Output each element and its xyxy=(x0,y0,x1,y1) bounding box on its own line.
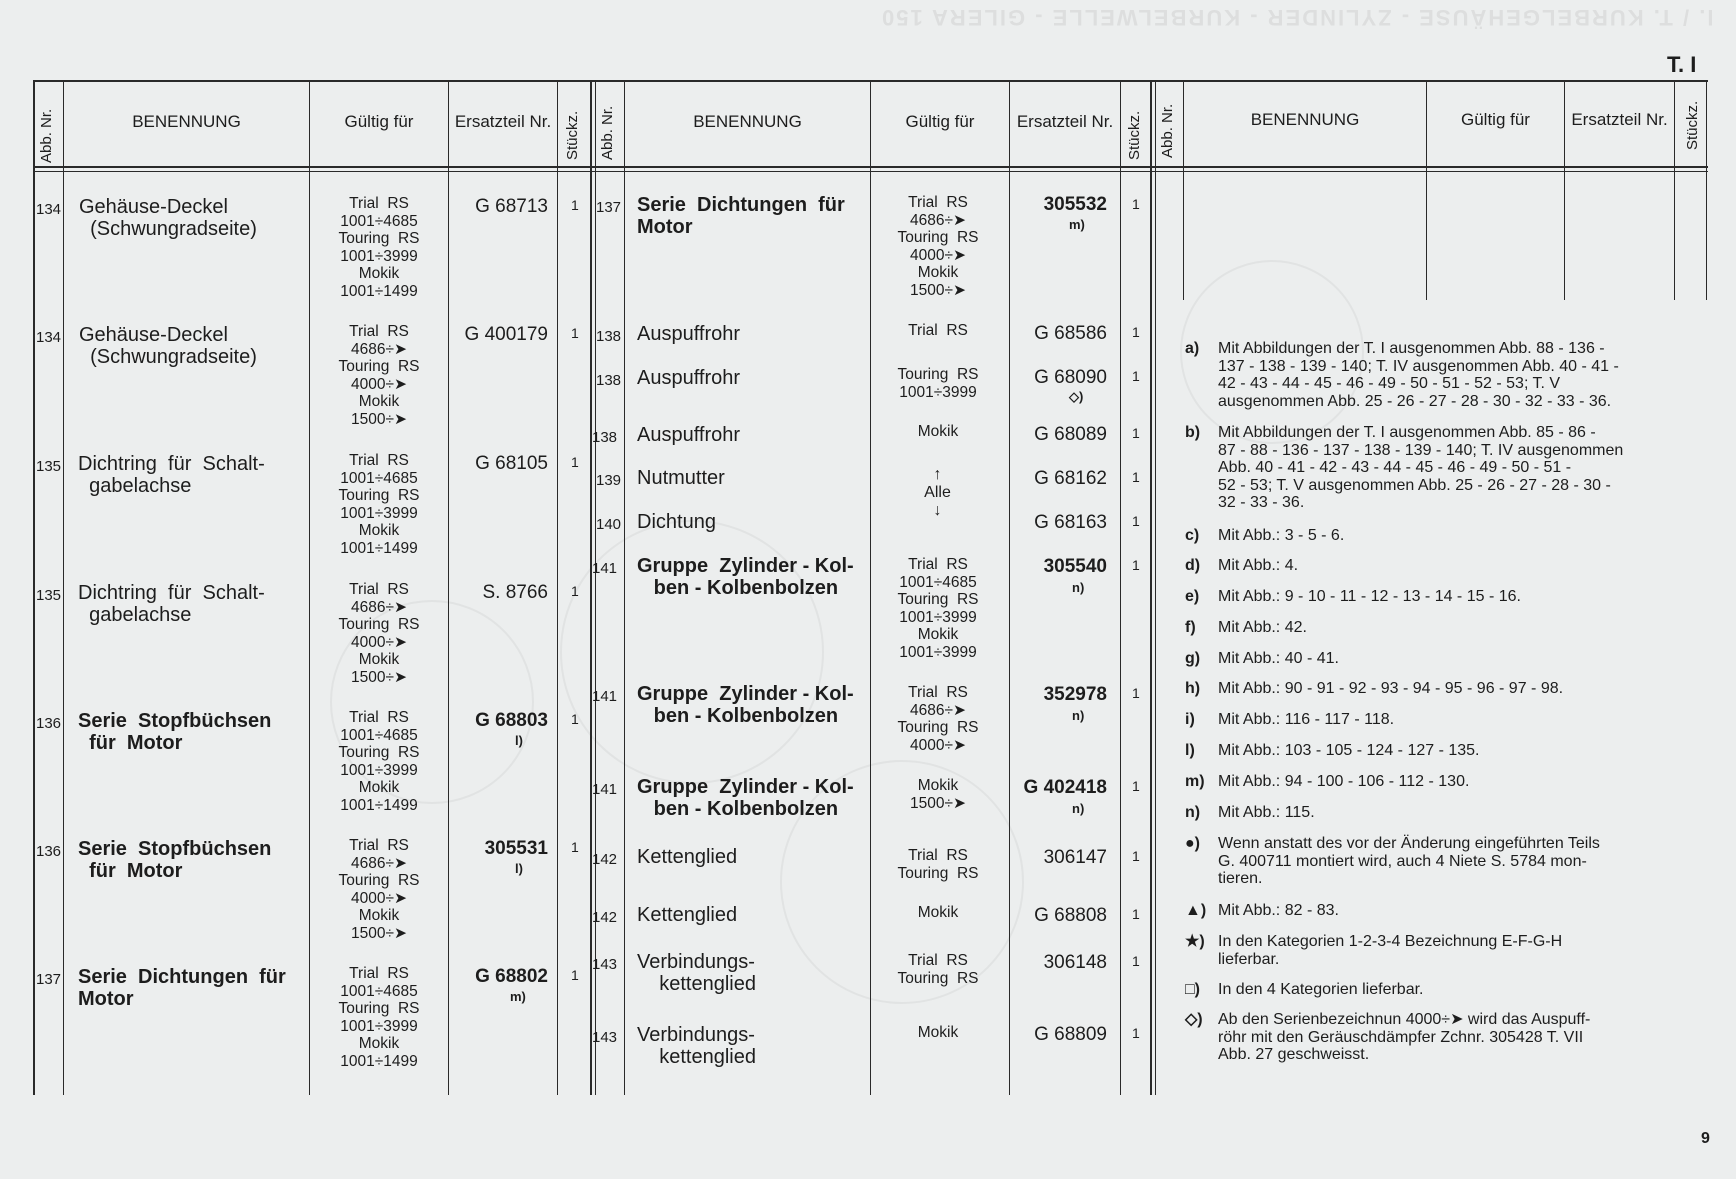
footnote: ★) In den Kategorien 1-2-3-4 Bezeichnung E-F-G-H lieferbar. xyxy=(1185,933,1563,968)
footnote: d) Mit Abb.: 4. xyxy=(1185,557,1299,574)
part-footnote: n) xyxy=(1072,801,1085,816)
divider xyxy=(590,80,592,1095)
abb-number: 134 xyxy=(36,201,62,218)
part-footnote: n) xyxy=(1072,580,1085,595)
footnote: h) Mit Abb.: 90 - 91 - 92 - 93 - 94 - 95 - 96 - 97 - 98. xyxy=(1185,680,1564,697)
part-name: Kettenglied xyxy=(637,846,738,868)
part-number: G 68586 xyxy=(1034,323,1107,344)
abb-number: 134 xyxy=(36,329,62,346)
header-gueltig: Gültig für xyxy=(905,112,975,131)
part-name: Auspuffrohr xyxy=(637,424,741,446)
part-name: Verbindungs- kettenglied xyxy=(637,951,756,995)
quantity: 1 xyxy=(1132,324,1140,340)
footnote: c) Mit Abb.: 3 - 5 - 6. xyxy=(1185,527,1345,544)
part-name: Dichtring für Schalt- gabelachse xyxy=(78,582,265,626)
header-ersatzteil: Ersatzteil Nr. xyxy=(1571,110,1668,129)
valid-for: Trial RS 4686÷➤ Touring RS 4000÷➤ Mokik 1500÷➤ xyxy=(338,581,420,686)
abb-number: 137 xyxy=(596,199,622,216)
header-benennung: BENENNUNG xyxy=(1250,110,1360,129)
quantity: 1 xyxy=(1132,1025,1140,1041)
quantity: 1 xyxy=(571,583,579,599)
divider xyxy=(33,80,35,1095)
valid-for: Trial RS Touring RS xyxy=(897,847,979,882)
part-number: G 68802 xyxy=(475,966,548,987)
part-number: 306147 xyxy=(1043,847,1107,868)
page-number: 9 xyxy=(1701,1130,1710,1147)
valid-for: Mokik xyxy=(917,1024,959,1041)
abb-number: 136 xyxy=(36,715,62,732)
part-number: 305531 xyxy=(484,838,548,859)
abb-number: 141 xyxy=(592,688,618,705)
header-stueckz: Stückz. xyxy=(564,110,581,160)
abb-number: 141 xyxy=(592,781,618,798)
header-benennung: BENENNUNG xyxy=(693,112,802,131)
valid-for: Trial RS 4686÷➤ Touring RS 4000÷➤ Mokik 1500÷➤ xyxy=(897,194,979,299)
part-number: G 68105 xyxy=(475,453,548,474)
abb-number: 136 xyxy=(36,843,62,860)
quantity: 1 xyxy=(1132,557,1140,573)
part-number: G 68163 xyxy=(1034,512,1107,533)
footnote: ▲) Mit Abb.: 82 - 83. xyxy=(1185,902,1339,919)
alle-label: Alle xyxy=(924,484,951,501)
quantity: 1 xyxy=(1132,513,1140,529)
header-ersatzteil: Ersatzteil Nr. xyxy=(1016,112,1114,131)
part-footnote: l) xyxy=(515,861,523,876)
quantity: 1 xyxy=(1132,848,1140,864)
valid-for: Trial RS 4686÷➤ Touring RS 4000÷➤ Mokik 1500÷➤ xyxy=(338,323,420,428)
abb-number: 143 xyxy=(592,1029,618,1046)
footnote: ◇) Ab den Serienbezeichnun 4000÷➤ wird das Auspuff- röhr mit den Geräuschdämpfer Zchnr. 305428 T. VII Abb. 27 geschweisst. xyxy=(1185,1011,1591,1063)
header-abb-nr: Abb. Nr. xyxy=(1159,103,1176,158)
header-ersatzteil: Ersatzteil Nr. xyxy=(454,112,552,131)
divider xyxy=(557,80,558,1095)
arrow-up-icon: ↑ xyxy=(933,466,942,483)
footnote: a) Mit Abbildungen der T. I ausgenommen Abb. 88 - 136 - 137 - 138 - 139 - 140; T. IV ausgenommen Abb. 40 - 41 - 42 - 43 - 44 - 45 - 46 - 49 - 50 - 51 - 52 - 53; T. V ausgenommen Abb. 25 - 26 - 27 - 28 - 30 - 32 - 33 - 36. xyxy=(1185,340,1619,410)
quantity: 1 xyxy=(1132,953,1140,969)
part-number: G 68162 xyxy=(1034,468,1107,489)
abb-number: 140 xyxy=(596,516,622,533)
part-number: G 68089 xyxy=(1034,424,1107,445)
divider xyxy=(63,80,64,1095)
valid-for: Trial RS 4686÷➤ Touring RS 4000÷➤ xyxy=(897,684,979,754)
abb-number: 142 xyxy=(592,909,618,926)
divider xyxy=(624,80,625,1095)
background-title: I. / T. KURBELGEHÄUSE - ZYLINDER - KURBELWELLE - GILERA 150 xyxy=(880,5,1714,30)
valid-for: Touring RS 1001÷3999 xyxy=(897,366,979,401)
valid-for: Trial RS 4686÷➤ Touring RS 4000÷➤ Mokik 1500÷➤ xyxy=(338,837,420,942)
quantity: 1 xyxy=(571,325,579,341)
quantity: 1 xyxy=(1132,685,1140,701)
abb-number: 142 xyxy=(592,851,618,868)
part-footnote: m) xyxy=(1069,217,1085,232)
part-number: G 402418 xyxy=(1023,777,1107,798)
part-name: Nutmutter xyxy=(637,467,725,489)
part-footnote: l) xyxy=(515,733,523,748)
header-abb-nr: Abb. Nr. xyxy=(38,108,55,163)
alle-indicator xyxy=(900,466,975,520)
divider xyxy=(1150,80,1152,1095)
part-name: Gruppe Zylinder - Kol- ben - Kolbenbolzen xyxy=(637,776,854,820)
footnote: g) Mit Abb.: 40 - 41. xyxy=(1185,650,1339,667)
quantity: 1 xyxy=(571,197,579,213)
part-name: Gehäuse-Deckel (Schwungradseite) xyxy=(79,196,257,240)
footnote: ●) Wenn anstatt des vor der Änderung eingeführten Teils G. 400711 montiert wird, auch 4 Niete S. 5784 mon- tieren. xyxy=(1185,835,1600,887)
part-footnote: n) xyxy=(1072,708,1085,723)
part-number: 305540 xyxy=(1043,556,1107,577)
quantity: 1 xyxy=(571,711,579,727)
valid-for: Trial RS Touring RS xyxy=(897,952,979,987)
quantity: 1 xyxy=(1132,469,1140,485)
abb-number: 135 xyxy=(36,458,62,475)
part-name: Serie Dichtungen für Motor xyxy=(637,194,845,238)
part-name: Serie Stopfbüchsen für Motor xyxy=(78,710,272,754)
footnote: □) In den 4 Kategorien lieferbar. xyxy=(1185,981,1424,998)
valid-for: Trial RS 1001÷4685 Touring RS 1001÷3999 Mokik 1001÷1499 xyxy=(338,709,420,814)
part-name: Gruppe Zylinder - Kol- ben - Kolbenbolzen xyxy=(637,683,854,727)
part-number: G 68090 xyxy=(1034,367,1107,388)
part-number: 352978 xyxy=(1043,684,1107,705)
quantity: 1 xyxy=(571,839,579,855)
part-number: S. 8766 xyxy=(482,582,548,603)
part-name: Gruppe Zylinder - Kol- ben - Kolbenbolzen xyxy=(637,555,854,599)
divider xyxy=(1155,80,1156,1095)
valid-for: Trial RS 1001÷4685 Touring RS 1001÷3999 Mokik 1001÷1499 xyxy=(338,452,420,557)
part-name: Dichtring für Schalt- gabelachse xyxy=(78,453,265,497)
valid-for: Trial RS 1001÷4685 Touring RS 1001÷3999 Mokik 1001÷3999 xyxy=(897,556,979,661)
page-id: T. I xyxy=(1667,52,1697,77)
quantity: 1 xyxy=(571,454,579,470)
footnote: l) Mit Abb.: 103 - 105 - 124 - 127 - 135. xyxy=(1185,742,1480,759)
quantity: 1 xyxy=(571,967,579,983)
footnote: e) Mit Abb.: 9 - 10 - 11 - 12 - 13 - 14 - 15 - 16. xyxy=(1185,588,1521,605)
divider xyxy=(1674,80,1675,300)
header-benennung: BENENNUNG xyxy=(132,112,241,131)
footnote: m) Mit Abb.: 94 - 100 - 106 - 112 - 130. xyxy=(1185,773,1470,790)
abb-number: 138 xyxy=(592,429,618,446)
footnote: i) Mit Abb.: 116 - 117 - 118. xyxy=(1185,711,1395,728)
part-name: Auspuffrohr xyxy=(637,367,741,389)
part-name: Serie Dichtungen für Motor xyxy=(78,966,286,1010)
quantity: 1 xyxy=(1132,425,1140,441)
part-footnote: ◇) xyxy=(1069,389,1084,404)
part-name: Verbindungs- kettenglied xyxy=(637,1024,756,1068)
quantity: 1 xyxy=(1132,196,1140,212)
part-number: G 68803 xyxy=(475,710,548,731)
header-abb-nr: Abb. Nr. xyxy=(599,105,616,160)
abb-number: 138 xyxy=(596,372,622,389)
part-name: Gehäuse-Deckel (Schwungradseite) xyxy=(79,324,257,368)
valid-for: Mokik 1500÷➤ xyxy=(910,777,966,812)
valid-for: Trial RS 1001÷4685 Touring RS 1001÷3999 Mokik 1001÷1499 xyxy=(338,195,420,300)
abb-number: 141 xyxy=(592,560,618,577)
header-gueltig: Gültig für xyxy=(1461,110,1530,129)
divider xyxy=(1120,80,1121,1095)
abb-number: 143 xyxy=(592,956,618,973)
part-number: 305532 xyxy=(1043,194,1107,215)
abb-number: 138 xyxy=(596,328,622,345)
footnote: b) Mit Abbildungen der T. I ausgenommen Abb. 85 - 86 - 87 - 88 - 136 - 137 - 138 - 139 - 140; T. IV ausgenommen Abb. 40 - 41 - 42 - 43 - 44 - 45 - 46 - 49 - 50 - 51 - 52 - 53; T. V ausgenommen Abb. 25 - 26 - 27 - 28 - 30 - 32 - 33 - 36. xyxy=(1185,424,1624,511)
arrow-down-icon: ↓ xyxy=(933,502,942,519)
abb-number: 137 xyxy=(36,971,62,988)
header-stueckz: Stückz. xyxy=(1684,100,1701,150)
part-name: Dichtung xyxy=(637,511,716,533)
part-number: 306148 xyxy=(1043,952,1107,973)
quantity: 1 xyxy=(1132,368,1140,384)
abb-number: 135 xyxy=(36,587,62,604)
part-footnote: m) xyxy=(510,989,526,1004)
valid-for: Mokik xyxy=(917,904,959,921)
valid-for: Trial RS xyxy=(908,322,968,339)
valid-for: Mokik xyxy=(917,423,959,440)
quantity: 1 xyxy=(1132,906,1140,922)
header-stueckz: Stückz. xyxy=(1126,110,1143,160)
footnote: n) Mit Abb.: 115. xyxy=(1185,804,1315,821)
divider xyxy=(595,80,596,1095)
part-name: Auspuffrohr xyxy=(637,323,741,345)
part-number: G 68809 xyxy=(1034,1024,1107,1045)
footnote: f) Mit Abb.: 42. xyxy=(1185,619,1307,636)
header-gueltig: Gültig für xyxy=(344,112,414,131)
part-number: G 68808 xyxy=(1034,905,1107,926)
part-number: G 68713 xyxy=(475,196,548,217)
part-name: Kettenglied xyxy=(637,904,738,926)
quantity: 1 xyxy=(1132,778,1140,794)
part-name: Serie Stopfbüchsen für Motor xyxy=(78,838,272,882)
abb-number: 139 xyxy=(596,472,622,489)
divider xyxy=(1706,80,1707,300)
part-number: G 400179 xyxy=(464,324,548,345)
valid-for: Trial RS 1001÷4685 Touring RS 1001÷3999 Mokik 1001÷1499 xyxy=(338,965,420,1070)
